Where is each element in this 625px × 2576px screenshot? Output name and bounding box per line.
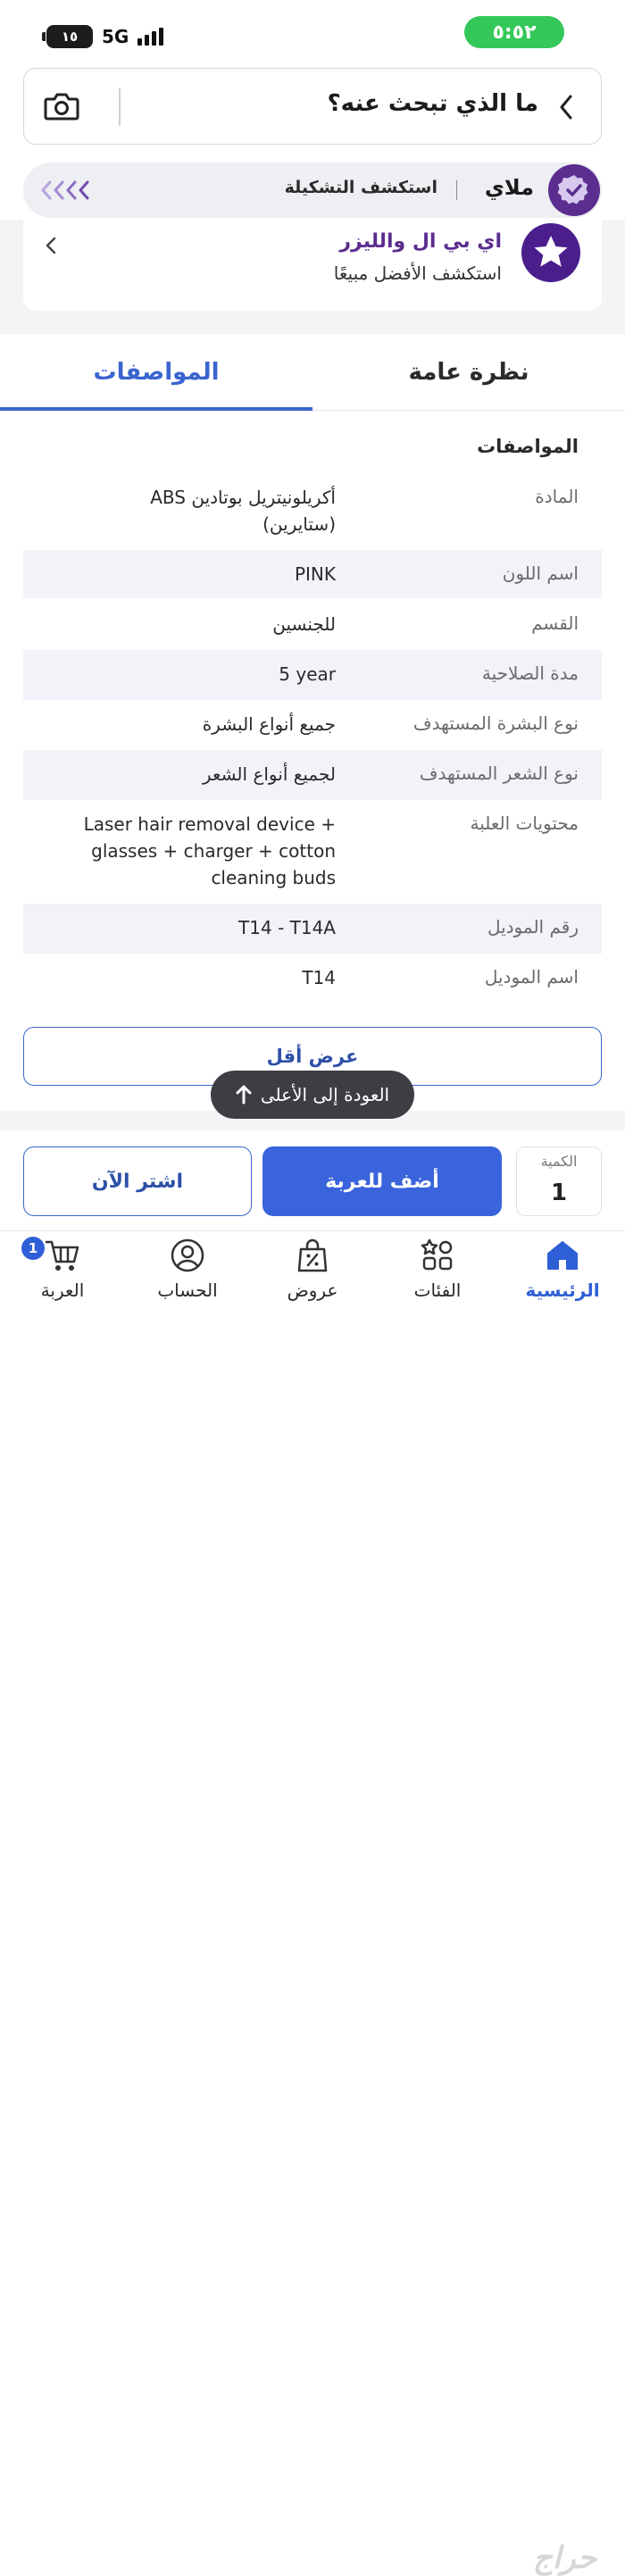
categories-icon [419, 1237, 456, 1274]
spec-label: نوع البشرة المستهدف [412, 713, 579, 734]
brand-name[interactable]: اي بي ال والليزر [339, 230, 502, 253]
search-divider [119, 88, 121, 126]
spec-value: Laser hair removal device + glasses + charger + cotton cleaning buds [83, 813, 336, 888]
spec-label: اسم الموديل [484, 966, 579, 988]
nav-label: الرئيسية [525, 1280, 600, 1301]
tab-overview[interactable]: نظرة عامة [408, 359, 529, 386]
battery-indicator: ١٥ [46, 25, 93, 48]
spec-value: T14 - T14A [238, 917, 336, 938]
product-tabs [0, 334, 625, 411]
spec-label: اسم اللون [502, 563, 579, 584]
show-less-button[interactable]: عرض أقل [23, 1027, 602, 1086]
spec-row-color [23, 550, 602, 598]
watermark: حراج [532, 2540, 596, 2576]
spec-value: PINK [294, 563, 336, 585]
nav-account[interactable] [125, 1237, 250, 1317]
nav-offers[interactable] [250, 1237, 375, 1317]
camera-icon[interactable] [44, 90, 79, 122]
home-icon [544, 1237, 581, 1274]
quantity-selector[interactable] [516, 1146, 602, 1216]
nav-label: الحساب [157, 1280, 218, 1301]
nav-cart[interactable] [0, 1237, 125, 1317]
spec-label: القسم [531, 613, 579, 634]
cart-icon [44, 1237, 81, 1274]
spec-row-material [23, 473, 602, 550]
spec-row-box-contents [23, 800, 602, 904]
spec-value: 5 year [279, 663, 336, 685]
tab-specifications[interactable]: المواصفات [93, 359, 220, 386]
buy-now-button[interactable]: اشتر الآن [23, 1146, 252, 1216]
add-to-cart-button[interactable]: أضف للعربة [262, 1146, 502, 1216]
arrow-up-icon [236, 1085, 252, 1105]
nav-label: عروض [287, 1280, 338, 1301]
spec-row-skin-type [23, 700, 602, 750]
spec-label: نوع الشعر المستهدف [419, 763, 579, 784]
spec-label: رقم الموديل [487, 916, 579, 938]
store-banner[interactable] [23, 163, 602, 218]
nav-label: العربة [40, 1280, 85, 1301]
spec-label: محتويات العلبة [470, 813, 579, 834]
divider [456, 180, 458, 200]
spec-row-shelf-life [23, 650, 602, 700]
cart-count-badge: 1 [21, 1237, 45, 1260]
status-time: ٥:٥٢ [464, 16, 564, 48]
back-to-top-button[interactable] [211, 1071, 414, 1119]
spec-value: T14 [302, 967, 336, 988]
search-bar[interactable] [23, 68, 602, 145]
spec-label: مدة الصلاحية [481, 663, 579, 684]
spec-value: للجنسين [272, 613, 336, 635]
nav-categories[interactable] [375, 1237, 500, 1317]
account-icon [169, 1237, 206, 1274]
spec-label: المادة [535, 486, 579, 507]
network-type: 5G [102, 26, 129, 47]
brand-subtitle: استكشف الأفضل مبيعًا [333, 263, 502, 284]
spec-row-model-name [23, 954, 602, 1004]
nav-label: الفئات [413, 1280, 462, 1301]
active-tab-indicator [0, 407, 312, 411]
chevrons-left-icon [39, 179, 102, 202]
chevron-left-icon[interactable] [45, 236, 57, 255]
status-bar-left [46, 23, 163, 50]
brand-card[interactable] [23, 220, 602, 311]
signal-icon [138, 28, 163, 46]
quantity-value[interactable]: 1 [550, 1180, 568, 1206]
spec-row-model-number [23, 904, 602, 954]
offers-bag-icon [294, 1237, 331, 1274]
chevron-left-icon[interactable] [558, 94, 574, 121]
specs-title: المواصفات [477, 436, 579, 457]
spec-value: لجميع أنواع الشعر [202, 763, 336, 785]
back-to-top-label: العودة إلى الأعلى [260, 1084, 390, 1105]
brand-logo-icon [521, 223, 580, 282]
spec-value: أكريلونيتريل بوتادين ABS (ستايرين) [150, 487, 336, 535]
search-input[interactable]: ما الذي تبحث عنه؟ [327, 90, 538, 117]
quantity-label: الكمية [540, 1153, 578, 1170]
spec-value: جميع أنواع البشرة [202, 713, 336, 735]
nav-home[interactable] [500, 1237, 625, 1317]
spec-row-department [23, 598, 602, 650]
spec-row-hair-type [23, 750, 602, 800]
bottom-navigation [0, 1230, 625, 2576]
store-name: ملاي [484, 175, 534, 200]
verified-badge-icon [548, 164, 600, 216]
explore-collection-link[interactable]: استكشف التشكيلة [284, 178, 438, 197]
